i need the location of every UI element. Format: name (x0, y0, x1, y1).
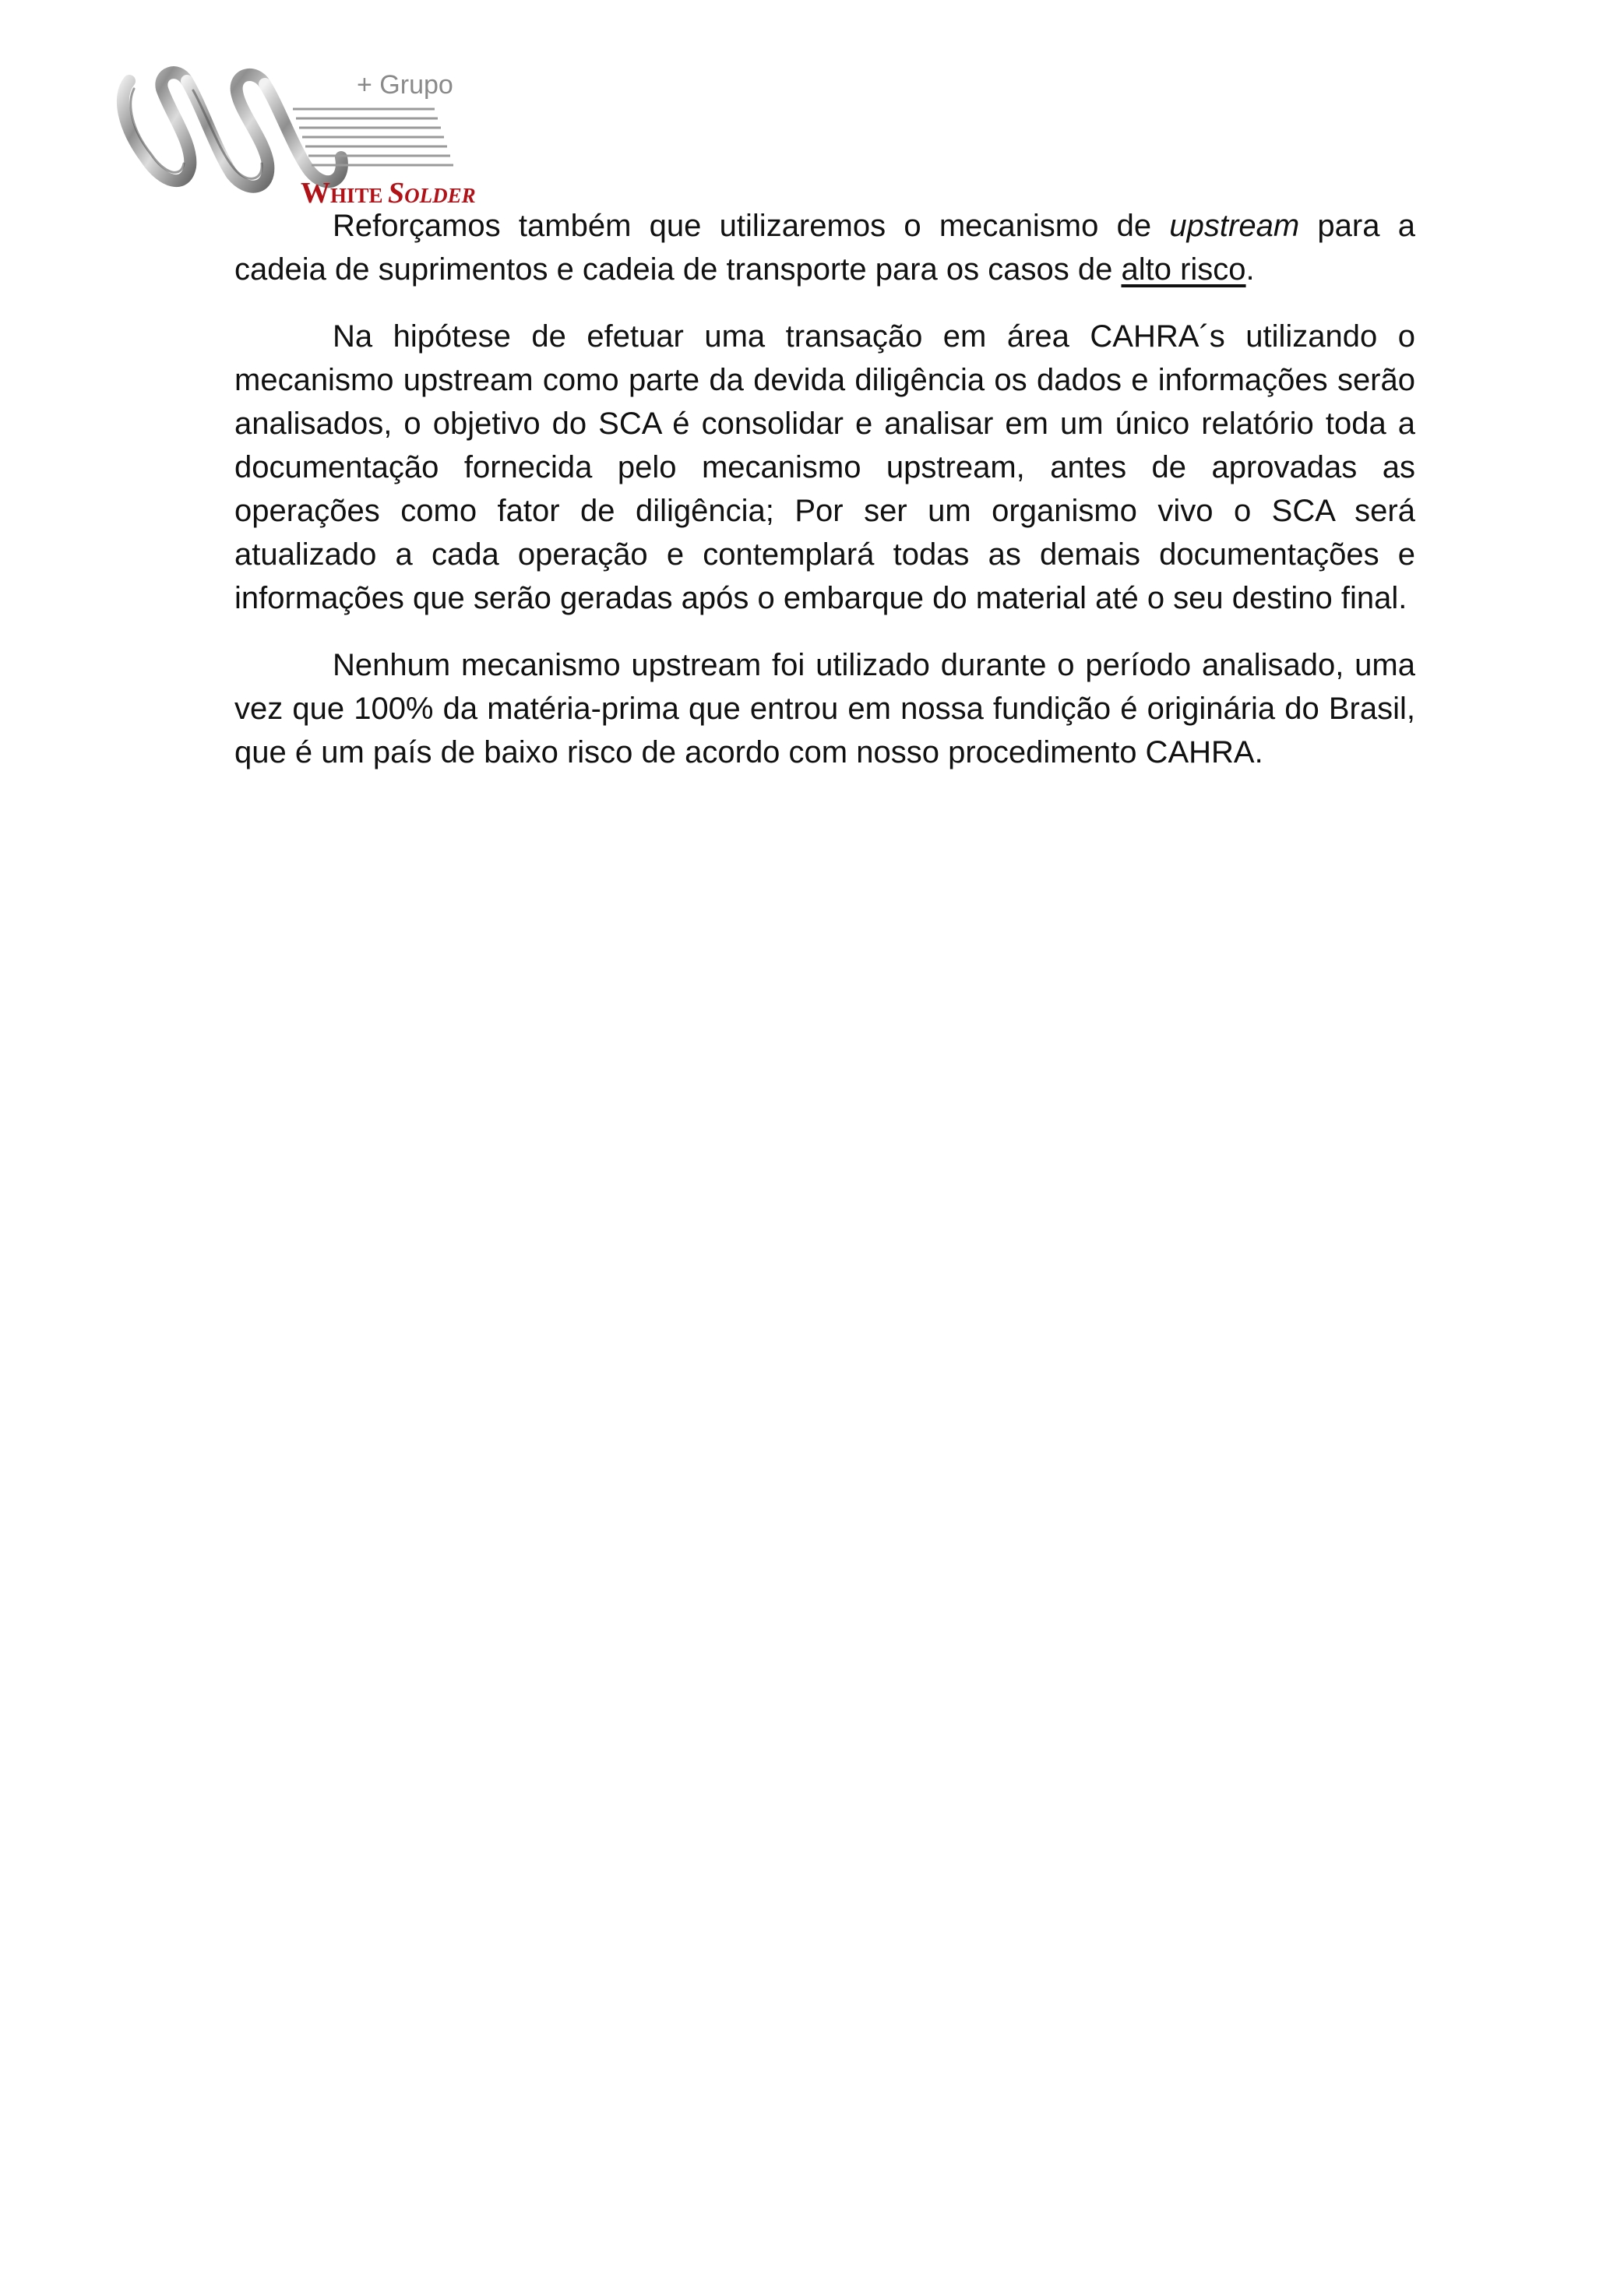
paragraph-2: Na hipótese de efetuar uma transação em área CAHRA´s utilizando o mecanismo upstream como parte da devida diligência os dados e informações serão analisados, o objetivo do SCA é consolidar e analisar em um único relatório toda a documentação fornecida pelo mecanismo upstream, antes de aprovadas as operações como fator de diligência; Por ser um organismo vivo o SCA será atualizado a cada operação e contemplará todas as demais documentações e informações que serão geradas após o embarque do material até o seu destino final. (234, 319, 1415, 615)
document-body (234, 204, 1415, 798)
paragraph-1-text-c: . (1245, 252, 1255, 287)
paragraph-1-text-b: para a cadeia de suprimentos e cadeia de transporte para os casos de (234, 209, 1416, 287)
paragraph-3: Nenhum mecanismo upstream foi utilizado durante o período analisado, uma vez que 100% da matéria-prima que entrou em nossa fundição é originária do Brasil, que é um país de baixo risco de acordo com nosso procedimento CAHRA. (234, 648, 1415, 769)
paragraph-1-text-a: Reforçamos também que utilizaremos o mecanismo de (333, 209, 1170, 243)
white-solder-logo-icon (115, 65, 505, 210)
paragraph-1 (234, 204, 1415, 291)
paragraph-1-underline: alto risco (1121, 252, 1246, 287)
paragraph-1-emphasis: upstream (1169, 209, 1300, 243)
logo-name-second: Solder (388, 177, 476, 210)
logo-prefix-text: + Grupo (357, 70, 453, 100)
company-logo (115, 65, 505, 210)
logo-name-first: White (301, 177, 383, 210)
